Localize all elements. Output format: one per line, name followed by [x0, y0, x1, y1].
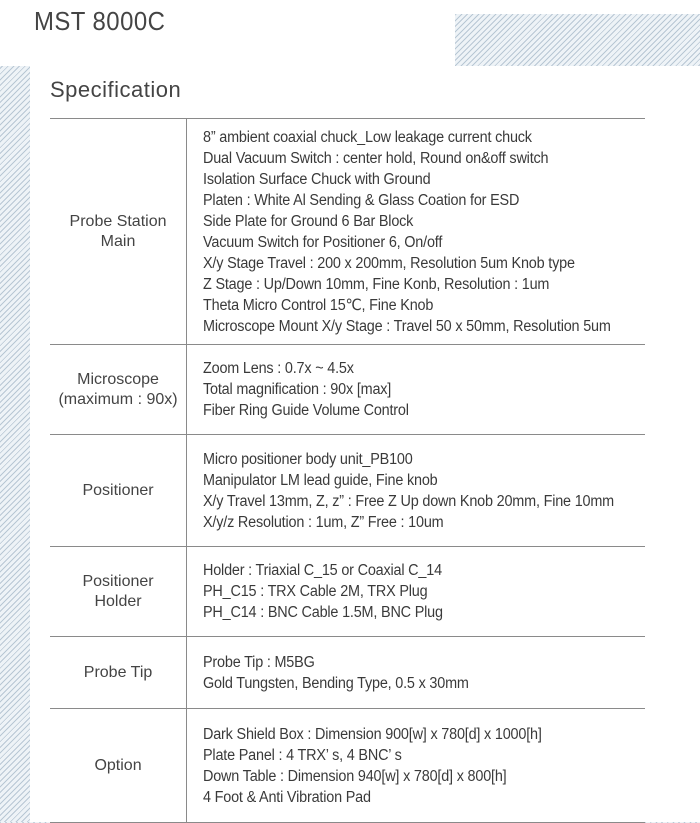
spec-line: Zoom Lens : 0.7x ~ 4.5x: [203, 360, 354, 377]
spec-row-label: [50, 435, 187, 547]
spec-row-content: [187, 345, 645, 435]
spec-line: Down Table : Dimension 940[w] x 780[d] x 800[h]: [203, 767, 507, 785]
label-line: Holder: [94, 592, 142, 610]
spec-line: Platen : White Al Sending & Glass Coation for ESD: [203, 191, 520, 209]
spec-line: Z Stage : Up/Down 10mm, Fine Konb, Resolution : 1um: [203, 275, 550, 293]
label-line: Option: [94, 756, 142, 774]
spec-line: X/y/z Resolution : 1um, Z” Free : 10um: [203, 513, 444, 531]
spec-line: 4 Foot & Anti Vibration Pad: [203, 788, 371, 806]
spec-row-content: [187, 637, 645, 709]
spec-line: Microscope Mount X/y Stage : Travel 50 x 50mm, Resolution 5um: [203, 317, 611, 335]
spec-line: PH_C14 : BNC Cable 1.5M, BNC Plug: [203, 604, 443, 621]
spec-row-probe-tip: [50, 637, 645, 709]
product-title: MST 8000C: [34, 6, 166, 36]
spec-row-label: [50, 709, 187, 823]
spec-line: 8” ambient coaxial chuck_Low leakage current chuck: [203, 128, 532, 146]
spec-line: Side Plate for Ground 6 Bar Block: [203, 212, 414, 230]
spec-row-label: [50, 119, 187, 345]
label-line: Positioner: [82, 481, 154, 499]
spec-row-label: [50, 345, 187, 435]
spec-row-content: [187, 119, 645, 345]
spec-heading: Specification: [50, 77, 182, 102]
spec-row-label: [50, 637, 187, 709]
label-line: Main: [100, 232, 136, 250]
label-line: Probe Tip: [83, 663, 153, 681]
spec-line: Probe Tip : M5BG: [203, 653, 315, 671]
spec-line: Plate Panel : 4 TRX’ s, 4 BNC’ s: [203, 746, 402, 764]
spec-row-option: [50, 709, 645, 823]
spec-row-positioner-holder: [50, 547, 645, 637]
spec-row-probe-station-main: [50, 119, 645, 345]
spec-row-label: [50, 547, 187, 637]
spec-line: Fiber Ring Guide Volume Control: [203, 402, 409, 419]
spec-line: Isolation Surface Chuck with Ground: [203, 170, 431, 188]
spec-row-content: [187, 435, 645, 547]
label-line: Probe Station: [69, 212, 167, 230]
spec-row-positioner: [50, 435, 645, 547]
spec-line: Vacuum Switch for Positioner 6, On/off: [203, 233, 443, 251]
label-line: Positioner: [82, 572, 154, 590]
spec-line: X/y Travel 13mm, Z, z” : Free Z Up down Knob 20mm, Fine 10mm: [203, 492, 615, 510]
label-line: (maximum : 90x): [58, 390, 178, 408]
spec-row-content: [187, 547, 645, 637]
spec-line: Dark Shield Box : Dimension 900[w] x 780[d] x 1000[h]: [203, 725, 542, 743]
spec-line: Gold Tungsten, Bending Type, 0.5 x 30mm: [203, 674, 469, 692]
spec-row-microscope: [50, 345, 645, 435]
spec-line: Dual Vacuum Switch : center hold, Round on&off switch: [203, 149, 549, 167]
spec-line: PH_C15 : TRX Cable 2M, TRX Plug: [203, 583, 428, 600]
spec-line: Theta Micro Control 15℃, Fine Knob: [203, 296, 434, 314]
spec-row-content: [187, 709, 645, 823]
label-line: Microscope: [77, 370, 159, 388]
spec-line: Micro positioner body unit_PB100: [203, 450, 413, 468]
spec-table: [50, 118, 645, 823]
spec-line: Manipulator LM lead guide, Fine knob: [203, 471, 438, 489]
spec-line: X/y Stage Travel : 200 x 200mm, Resolution 5um Knob type: [203, 254, 575, 272]
spec-line: Total magnification : 90x [max]: [203, 381, 392, 398]
spec-line: Holder : Triaxial C_15 or Coaxial C_14: [203, 562, 442, 579]
